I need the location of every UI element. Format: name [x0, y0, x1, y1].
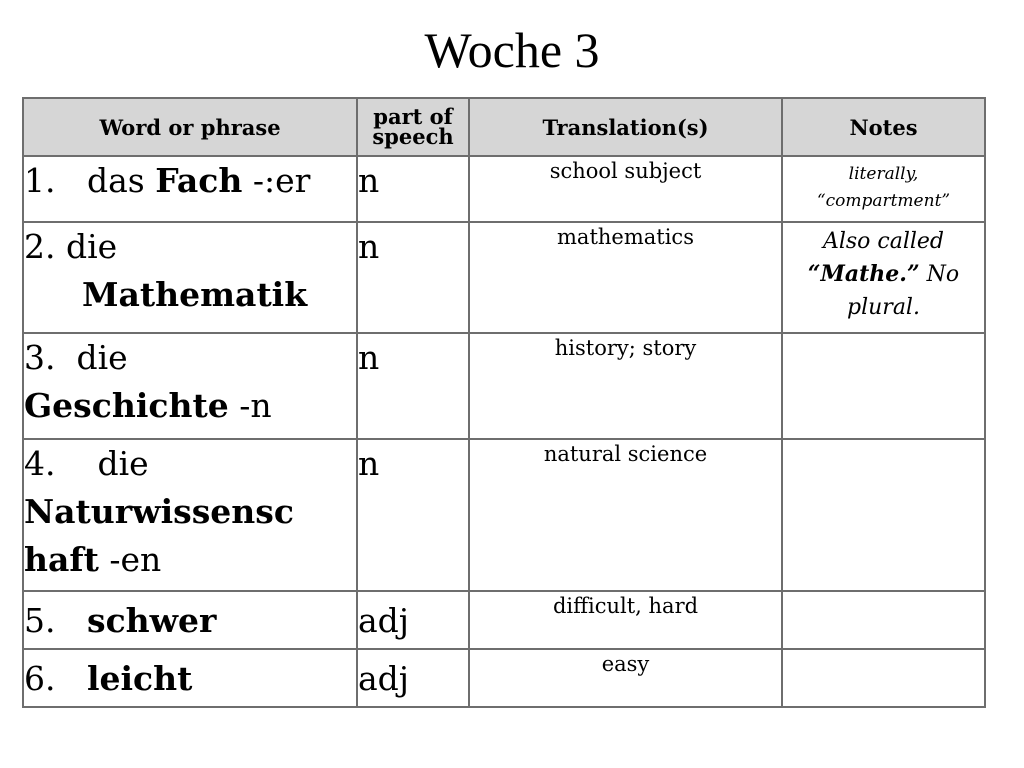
vocab-word: Geschichte [24, 386, 229, 425]
word-cell [23, 333, 357, 439]
header-word: Word or phrase [23, 98, 357, 156]
table-row [23, 222, 985, 333]
vocab-word: Mathematik [82, 275, 308, 314]
vocab-word: leicht [86, 659, 193, 698]
table-row [23, 591, 985, 649]
notes-text: No plural. [847, 262, 960, 320]
translation-cell: mathematics [469, 222, 782, 333]
vocabulary-table [22, 97, 986, 708]
article: die [76, 338, 128, 377]
table-row [23, 333, 985, 439]
vocab-word: Naturwissensc [24, 492, 294, 531]
translation-cell: difficult, hard [469, 591, 782, 649]
header-part-of-speech: part of speech [357, 98, 469, 156]
plural-suffix: -:er [252, 161, 311, 200]
word-cell [23, 591, 357, 649]
notes-cell [782, 156, 985, 222]
row-number: 5. [24, 601, 56, 640]
part-of-speech-cell: n [357, 156, 469, 222]
translation-cell: history; story [469, 333, 782, 439]
plural-suffix: -n [239, 386, 272, 425]
row-number: 3. [24, 338, 56, 377]
header-notes: Notes [782, 98, 985, 156]
notes-cell [782, 222, 985, 333]
word-cell [23, 156, 357, 222]
row-number: 4. [24, 444, 56, 483]
plural-suffix: -en [109, 540, 162, 579]
part-of-speech-cell: n [357, 439, 469, 591]
notes-quote: “Mathe.” [807, 261, 920, 287]
article: die [97, 444, 149, 483]
table-row [23, 649, 985, 707]
article: das [86, 161, 145, 200]
part-of-speech-cell: adj [357, 649, 469, 707]
row-number: 1. [24, 161, 56, 200]
word-cell [23, 649, 357, 707]
notes-line: “compartment” [816, 191, 951, 211]
translation-cell: natural science [469, 439, 782, 591]
translation-cell: easy [469, 649, 782, 707]
word-cell [23, 439, 357, 591]
word-cell [23, 222, 357, 333]
part-of-speech-cell: n [357, 333, 469, 439]
article: die [66, 227, 118, 266]
notes-cell [782, 333, 985, 439]
table-row [23, 156, 985, 222]
vocab-word: haft [24, 540, 99, 579]
page-title: Woche 3 [424, 22, 600, 78]
vocab-word: Fach [155, 161, 243, 200]
header-row [23, 98, 985, 156]
table-row [23, 439, 985, 591]
translation-cell: school subject [469, 156, 782, 222]
notes-cell [782, 439, 985, 591]
notes-line: literally, [848, 164, 919, 184]
vocab-word: schwer [86, 601, 217, 640]
part-of-speech-cell: adj [357, 591, 469, 649]
notes-text: Also called [822, 229, 945, 254]
part-of-speech-cell: n [357, 222, 469, 333]
notes-cell [782, 591, 985, 649]
header-translation: Translation(s) [469, 98, 782, 156]
row-number: 2. [24, 227, 56, 266]
row-number: 6. [24, 659, 56, 698]
notes-cell [782, 649, 985, 707]
